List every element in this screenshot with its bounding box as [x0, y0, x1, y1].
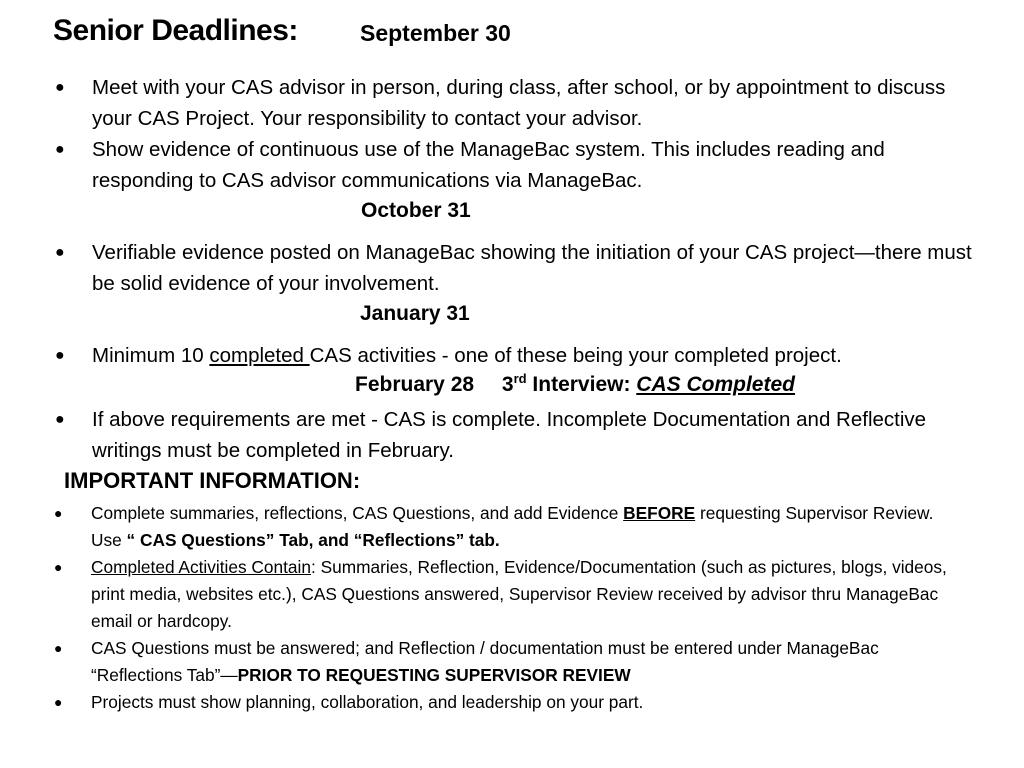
- item-text-prefix: Minimum 10: [92, 344, 210, 367]
- item-text: requesting Supervisor Review. Use: [91, 503, 934, 550]
- item-text-underlined: completed: [209, 344, 310, 367]
- list-item: [53, 404, 983, 466]
- item-text: If above requirements are met - CAS is complete. Incomplete Documentation and Reflective writings must be completed in February.: [92, 408, 927, 462]
- item-text-suffix: CAS activities - one of these being your completed project.: [309, 344, 842, 367]
- item-text-before: BEFORE: [623, 503, 696, 523]
- item-text: Verifiable evidence posted on ManageBac showing the initiation of your CAS project—there must be solid evidence of your involvement.: [92, 241, 972, 295]
- september-list: [53, 72, 983, 196]
- deadline-date-february: February 28: [355, 373, 475, 396]
- title-row: [53, 14, 511, 48]
- bullet-icon: ●: [55, 411, 65, 428]
- item-text: Meet with your CAS advisor in person, during class, after school, or by appointment to discuss your CAS Project. Your responsibility to contact your advisor.: [92, 76, 946, 130]
- october-list: [53, 237, 983, 299]
- bullet-icon: ●: [55, 141, 65, 158]
- list-item: [53, 237, 983, 299]
- item-text: : Summaries, Reflection, Evidence/Documentation (such as pictures, blogs, videos, print media, websites etc.), CAS Questions answered, Supervisor Review received by advisor thru ManageBac email or hardcopy.: [91, 557, 947, 631]
- february-list: [53, 404, 983, 466]
- list-item: [52, 500, 952, 554]
- important-list: [52, 500, 952, 716]
- interview-status: CAS Completed: [636, 373, 795, 396]
- bullet-icon: ●: [55, 347, 65, 364]
- deadline-date-october: October 31: [361, 199, 471, 222]
- bullet-icon: ●: [54, 640, 63, 656]
- item-text-bold: “ CAS Questions” Tab, and “Reflections” tab.: [126, 530, 500, 550]
- important-heading: IMPORTANT INFORMATION:: [64, 468, 361, 493]
- item-text: Projects must show planning, collaboration, and leadership on your part.: [91, 692, 644, 712]
- bullet-icon: ●: [55, 79, 65, 96]
- item-text-underlined: Completed Activities Contain: [91, 557, 311, 577]
- item-text: Show evidence of continuous use of the ManageBac system. This includes reading and responding to CAS advisor communications via ManageBac.: [92, 138, 885, 192]
- item-text: Complete summaries, reflections, CAS Questions, and add Evidence: [91, 503, 624, 523]
- list-item: [53, 72, 983, 134]
- bullet-icon: ●: [54, 559, 63, 575]
- deadline-date-january: January 31: [360, 302, 470, 325]
- deadline-date-september: September 30: [360, 20, 511, 46]
- list-item: [52, 689, 952, 716]
- bullet-icon: ●: [55, 244, 65, 261]
- bullet-icon: ●: [54, 505, 63, 521]
- bullet-icon: ●: [54, 694, 63, 710]
- page-title: Senior Deadlines:: [53, 14, 298, 47]
- item-text-bold: PRIOR TO REQUESTING SUPERVISOR REVIEW: [237, 665, 631, 685]
- interview-number: 3: [501, 373, 514, 396]
- interview-label: Interview:: [526, 373, 637, 396]
- list-item: [53, 340, 983, 371]
- list-item: [53, 134, 983, 196]
- interview-ordinal: rd: [513, 371, 527, 386]
- january-list: [53, 340, 983, 371]
- list-item: [52, 635, 952, 689]
- list-item: [52, 554, 952, 635]
- deadline-february: [355, 373, 795, 397]
- item-text: CAS Questions must be answered; and Reflection / documentation must be entered under ManageBac “Reflections Tab”—: [91, 638, 879, 685]
